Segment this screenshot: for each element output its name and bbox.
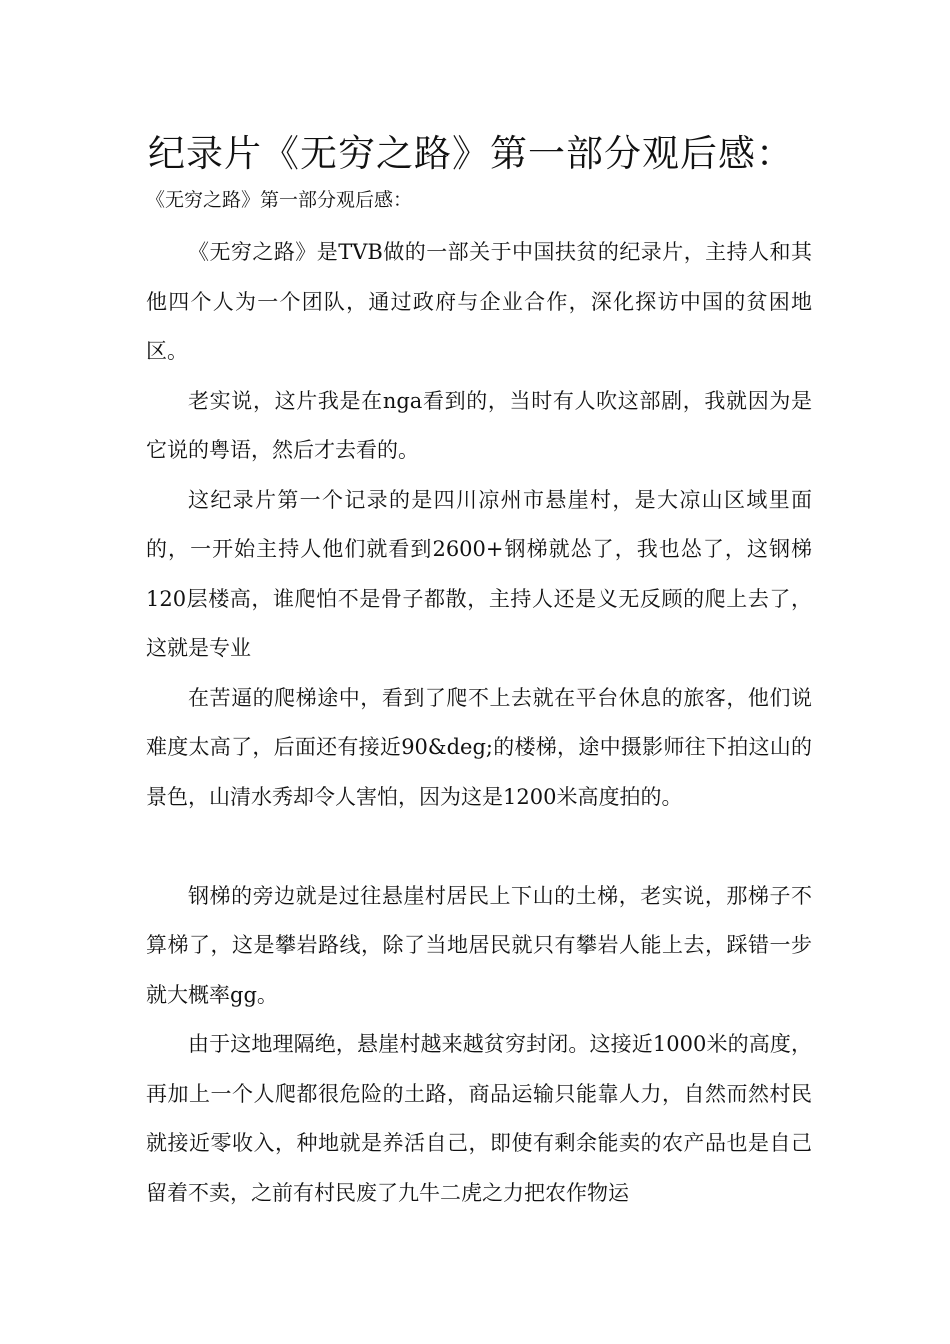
paragraph-intro: 《无穷之路》是TVB做的一部关于中国扶贫的纪录片，主持人和其他四个人为一个团队，通过政府与企业合作，深化探访中国的贫困地区。	[146, 240, 812, 363]
document-subtitle: 《无穷之路》第一部分观后感：	[146, 189, 413, 211]
paragraph-poverty: 由于这地理隔绝，悬崖村越来越贫穷封闭。这接近1000米的高度，再加上一个人爬都很危险的土路，商品运输只能靠人力，自然而然村民就接近零收入，种地就是养活自己，即使有剩余能卖的农产品也是自己留着不卖，之前有村民废了九牛二虎之力把农作物运	[146, 1032, 812, 1205]
paragraph-how-found: 老实说，这片我是在nga看到的，当时有人吹这部剧，我就因为是它说的粤语，然后才去看的。	[146, 388, 812, 462]
paragraph-dirt-ladder: 钢梯的旁边就是过往悬崖村居民上下山的土梯，老实说，那梯子不算梯了，这是攀岩路线，除了当地居民就只有攀岩人能上去，踩错一步就大概率gg。	[146, 883, 812, 1007]
document-title: 纪录片《无穷之路》第一部分观后感：	[148, 132, 794, 175]
paragraph-spacer	[146, 822, 812, 872]
document-body	[146, 228, 812, 1218]
paragraph-cliff-village: 这纪录片第一个记录的是四川凉州市悬崖村，是大凉山区域里面的，一开始主持人他们就看到2600+钢梯就怂了，我也怂了，这钢梯120层楼高，谁爬怕不是骨子都散，主持人还是义无反顾的爬上去了，这就是专业	[146, 487, 812, 660]
paragraph-climb: 在苦逼的爬梯途中，看到了爬不上去就在平台休息的旅客，他们说难度太高了，后面还有接近90&deg;的楼梯，途中摄影师往下拍这山的景色，山清水秀却令人害怕，因为这是1200米高度拍的。	[146, 685, 812, 809]
